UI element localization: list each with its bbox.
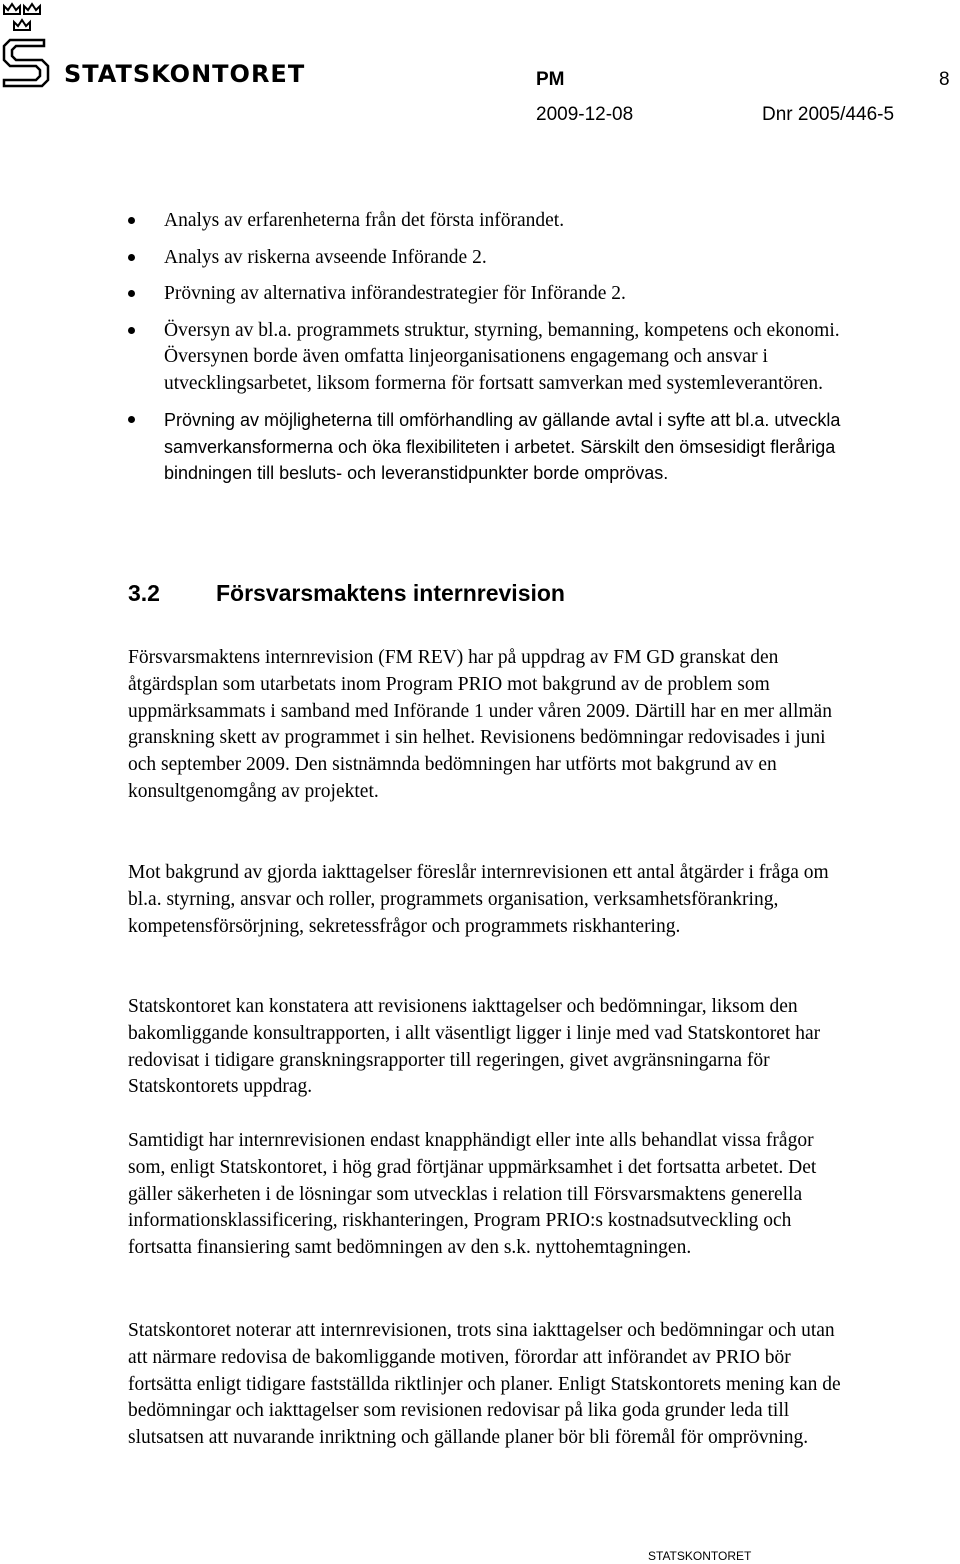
list-item-text: Översyn av bl.a. programmets struktur, styrning, bemanning, kompetens och ekonomi. Översynen borde även omfatta linjeorganisationens engagemang och ansvar i utvecklingsarbetet, liksom formerna för fortsatt samverkan med systemleverantören. bbox=[164, 319, 840, 394]
list-item-text: Prövning av alternativa införandestrategier för Införande 2. bbox=[164, 283, 626, 304]
section-number: 3.2 bbox=[128, 580, 160, 606]
org-name: STATSKONTORET bbox=[64, 60, 306, 88]
page-number: 8 bbox=[939, 69, 950, 90]
footer-text: STATSKONTORET bbox=[648, 1549, 752, 1563]
paragraph: Statskontoret noterar att internrevisionen, trots sina iakttagelser och bedömningar och utan att närmare redovisa de bakomliggande motiven, förordar att införandet av PRIO bör fortsätta enligt tidigare fastställda riktlinjer och planer. Enligt Statskontorets mening kan de bedömningar och iakttagelser som revisionen redovisar på lika goda grunder leda till slutsatsen att nuvarande inriktning och gällande planer bör bli föremål för omprövning. bbox=[128, 1320, 841, 1449]
paragraph: Mot bakgrund av gjorda iakttagelser föreslår internrevisionen ett antal åtgärder i fråga om bl.a. styrning, ansvar och roller, programmets organisation, verksamhetsförankring, kompetensförsörjning, sekretessfrågor och programmets riskhantering. bbox=[128, 862, 829, 937]
bullet-icon bbox=[128, 254, 135, 261]
doc-dnr: Dnr 2005/446-5 bbox=[762, 104, 895, 125]
list-item bbox=[128, 318, 848, 398]
list-item bbox=[128, 407, 848, 487]
list-item-text: Analys av erfarenheterna från det första införandet. bbox=[164, 210, 565, 231]
list-item bbox=[128, 245, 848, 272]
paragraph: Statskontoret kan konstatera att revisionens iakttagelser och bedömningar, liksom den bakomliggande konsultrapporten, i allt väsentligt ligger i linje med vad Statskontoret har redovisat i tidigare granskningsrapporter till regeringen, givet avgränsningarna för Statskontorets uppdrag. bbox=[128, 996, 821, 1098]
doc-type: PM bbox=[536, 69, 565, 90]
statskontoret-logo bbox=[0, 0, 306, 95]
bullet-list bbox=[128, 208, 848, 497]
list-item-text: Prövning av möjligheterna till omförhandling av gällande avtal i syfte att bl.a. utveckla samverkansformerna och öka flexibiliteten i arbetet. Särskilt den ömsesidigt fleråriga bindningen till besluts- och leveranstidpunkter borde omprövas. bbox=[164, 410, 841, 483]
list-item-text: Analys av riskerna avseende Införande 2. bbox=[164, 246, 487, 268]
bullet-icon bbox=[128, 416, 135, 423]
doc-date: 2009-12-08 bbox=[536, 104, 634, 125]
paragraph: Samtidigt har internrevisionen endast knapphändigt eller inte alls behandlat vissa frågor som, enligt Statskontoret, i hög grad förtjänar uppmärksamhet i det fortsatta arbetet. Det gäller säkerheten i de lösningar som utvecklas i relation till Försvarsmaktens generella informationsklassificering, riskhanteringen, Program PRIO:s kostnadsutveckling och fortsatta finansiering samt bedömningen av den s.k. nyttohemtagningen. bbox=[128, 1130, 817, 1259]
bullet-icon bbox=[128, 217, 135, 224]
crowns-s-emblem-icon bbox=[0, 0, 60, 90]
list-item bbox=[128, 208, 848, 235]
bullet-icon bbox=[128, 290, 135, 297]
section-title: Försvarsmaktens internrevision bbox=[216, 580, 565, 606]
list-item bbox=[128, 281, 848, 308]
section-heading bbox=[128, 580, 565, 607]
paragraph: Försvarsmaktens internrevision (FM REV) har på uppdrag av FM GD granskat den åtgärdsplan som utarbetats inom Program PRIO mot bakgrund av de problem som uppmärksammats i samband med Införande 1 under våren 2009. Därtill har en mer allmän granskning skett av programmet i sin helhet. Revisionens bedömningar redovisades i juni och september 2009. Den sistnämnda bedömningen har utförts mot bakgrund av en konsultgenomgång av projektet. bbox=[128, 647, 832, 802]
bullet-icon bbox=[128, 327, 135, 334]
